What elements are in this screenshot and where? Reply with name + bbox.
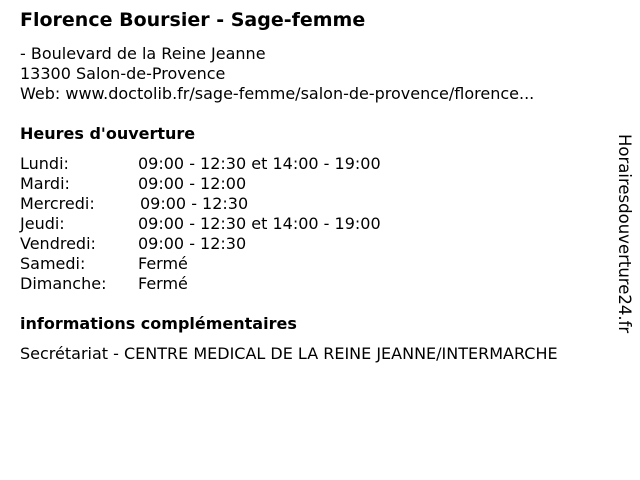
time-value: Fermé [138,274,188,293]
time-value: 09:00 - 12:30 [138,234,247,253]
opening-hours-heading: Heures d'ouverture [20,124,196,143]
site-watermark: Horairesdouverture24.fr [615,134,634,334]
day-label: Mercredi: [20,194,95,213]
time-value: 09:00 - 12:30 et 14:00 - 19:00 [138,214,381,233]
address-city: 13300 Salon-de-Provence [20,64,226,83]
time-value: 09:00 - 12:00 [138,174,247,193]
time-value: 09:00 - 12:30 [140,194,249,213]
website-line: Web: www.doctolib.fr/sage-femme/salon-de-provence/florence... [20,84,535,103]
address-street: - Boulevard de la Reine Jeanne [20,44,266,63]
day-label: Mardi: [20,174,70,193]
day-label: Dimanche: [20,274,107,293]
address-block [20,44,534,104]
day-label: Vendredi: [20,234,96,253]
day-label: Lundi: [20,154,69,173]
day-label: Samedi: [20,254,86,273]
day-label: Jeudi: [20,214,65,233]
additional-info-heading: informations complémentaires [20,314,297,333]
page-title: Florence Boursier - Sage-femme [20,9,366,31]
time-value: Fermé [138,254,188,273]
additional-info-text: Secrétariat - CENTRE MEDICAL DE LA REINE JEANNE/INTERMARCHE [20,344,558,363]
time-value: 09:00 - 12:30 et 14:00 - 19:00 [138,154,381,173]
